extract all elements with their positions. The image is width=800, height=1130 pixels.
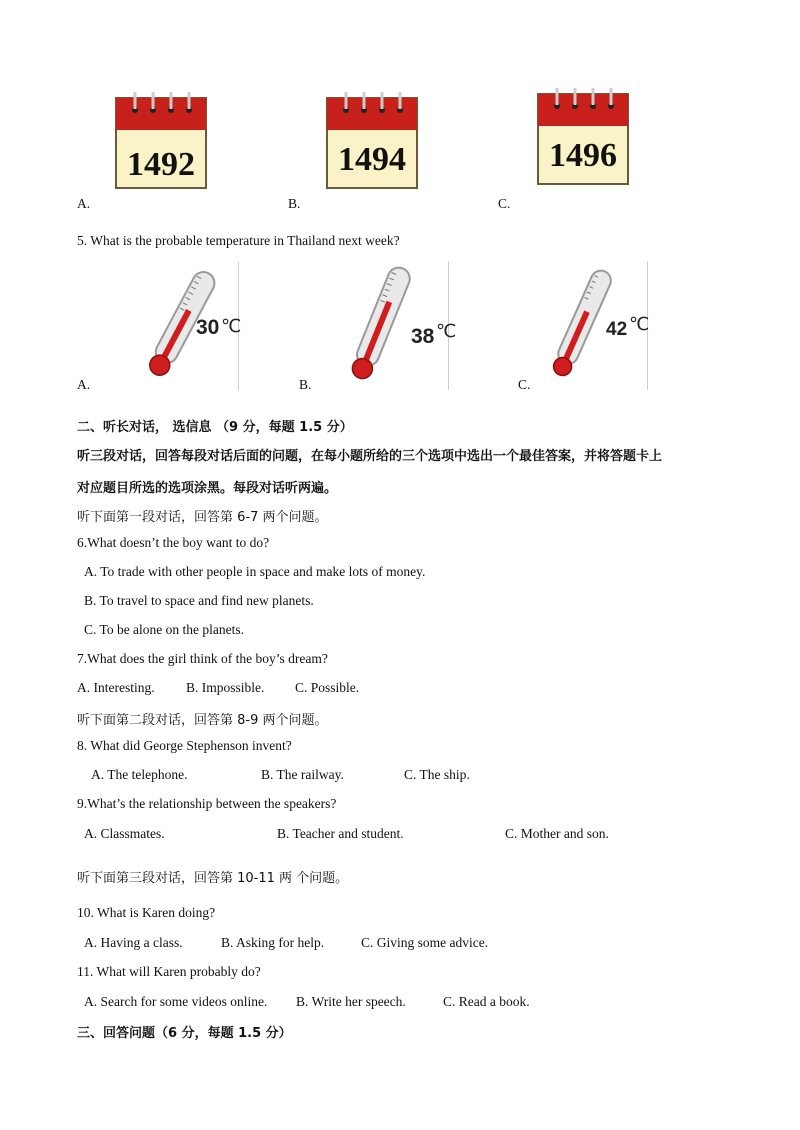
- temperature-value: 30: [196, 316, 220, 339]
- thermometer-icon: [545, 260, 695, 390]
- q8-option-c: C. The ship.: [404, 767, 470, 782]
- celsius-unit: ℃: [629, 314, 650, 335]
- q9-option-c: C. Mother and son.: [505, 826, 609, 841]
- option-letter: A.: [77, 196, 91, 211]
- option-letter: B.: [299, 377, 312, 392]
- option-letter: C.: [498, 196, 511, 211]
- q11-option-c: C. Read a book.: [443, 994, 530, 1009]
- q7-option-c: C. Possible.: [295, 680, 360, 695]
- q8-question: 8. What did George Stephenson invent?: [77, 738, 292, 753]
- q6-option-c: C. To be alone on the planets.: [84, 622, 245, 637]
- q7-question: 7.What does the girl think of the boy’s dream?: [77, 651, 328, 666]
- q7-option-a: A. Interesting.: [77, 680, 155, 695]
- calendar-icon: [324, 90, 420, 190]
- q9-option-a: A. Classmates.: [84, 826, 165, 841]
- calendar-year: 1494: [338, 141, 406, 178]
- temperature-value: 42: [606, 319, 628, 340]
- q10-question: 10. What is Karen doing?: [77, 905, 216, 920]
- q11-option-a: A. Search for some videos online.: [84, 994, 268, 1009]
- section2-heading: 二、听长对话， 选信息 （9 分，每题 1.5 分）: [77, 420, 353, 435]
- q10-option-b: B. Asking for help.: [221, 935, 325, 950]
- q11-question: 11. What will Karen probably do?: [77, 964, 261, 979]
- thermometer-icon: [120, 260, 270, 390]
- calendar-icon: [113, 90, 209, 190]
- celsius-unit: ℃: [221, 316, 242, 337]
- q9-question: 9.What’s the relationship between the speakers?: [77, 796, 337, 811]
- q6-option-a: A. To trade with other people in space and make lots of money.: [84, 564, 426, 579]
- q6-question: 6.What doesn’t the boy want to do?: [77, 535, 270, 550]
- dialog1-intro: 听下面第一段对话，回答第 6-7 两个问题。: [77, 510, 328, 525]
- celsius-unit: ℃: [436, 321, 457, 342]
- section3-heading: 三、回答问题（6 分，每题 1.5 分）: [77, 1026, 292, 1041]
- q10-option-a: A. Having a class.: [84, 935, 183, 950]
- dialog3-intro: 听下面第三段对话，回答第 10-11 两 个问题。: [77, 871, 349, 886]
- dialog2-intro: 听下面第二段对话，回答第 8-9 两个问题。: [77, 713, 328, 728]
- calendar-year: 1492: [127, 146, 195, 183]
- calendar-year: 1496: [549, 137, 617, 174]
- option-letter: A.: [77, 377, 91, 392]
- thermometer-icon: [335, 260, 485, 390]
- q5-question: 5. What is the probable temperature in Thailand next week?: [77, 233, 400, 248]
- q10-option-c: C. Giving some advice.: [361, 935, 489, 950]
- q9-option-b: B. Teacher and student.: [277, 826, 404, 841]
- q6-option-b: B. To travel to space and find new planets.: [84, 593, 314, 608]
- section2-instruction-line2: 对应题目所选的选项涂黑。每段对话听两遍。: [77, 481, 338, 496]
- q7-option-b: B. Impossible.: [186, 680, 265, 695]
- calendar-icon: [535, 86, 631, 186]
- temperature-value: 38: [411, 325, 435, 348]
- q8-option-a: A. The telephone.: [91, 767, 188, 782]
- q8-option-b: B. The railway.: [261, 767, 344, 782]
- q11-option-b: B. Write her speech.: [296, 994, 406, 1009]
- option-letter: B.: [288, 196, 301, 211]
- section2-instruction-line1: 听三段对话，回答每段对话后面的问题，在每小题所给的三个选项中选出一个最佳答案，并将答题卡上: [77, 449, 663, 464]
- option-letter: C.: [518, 377, 531, 392]
